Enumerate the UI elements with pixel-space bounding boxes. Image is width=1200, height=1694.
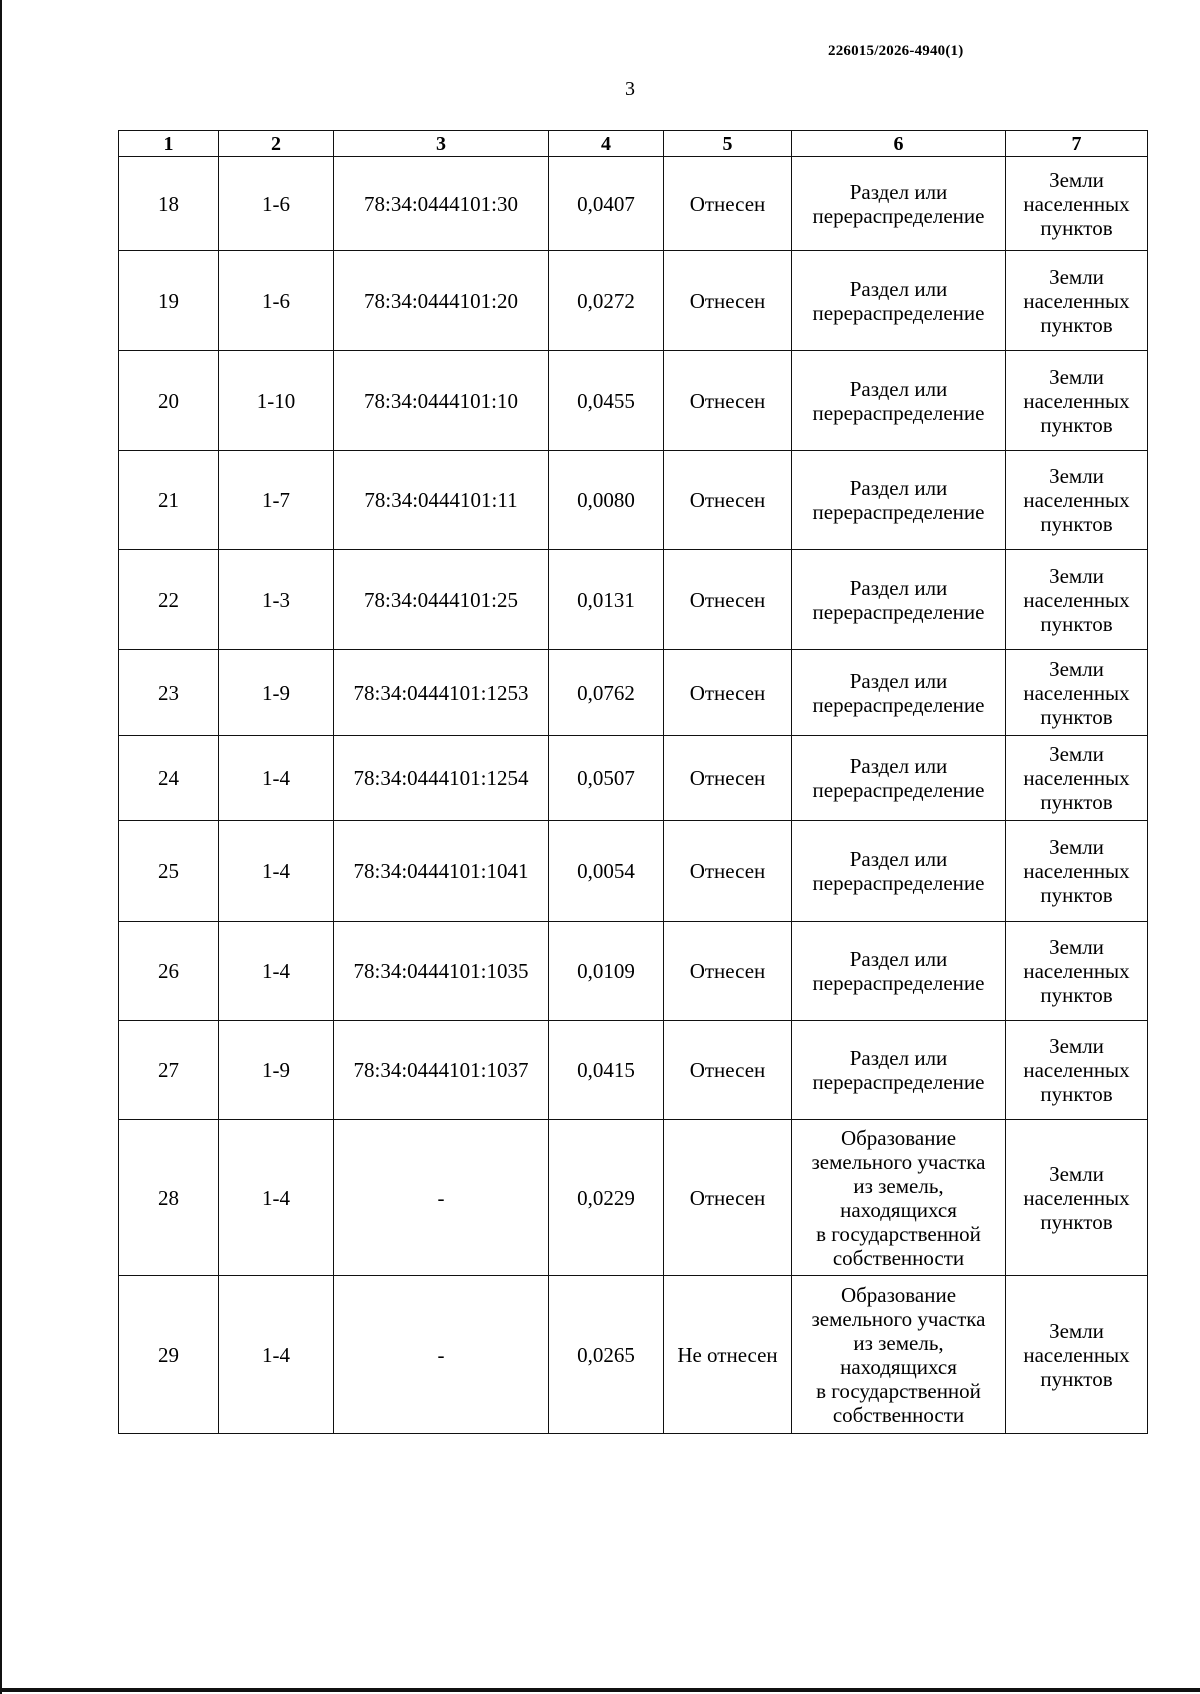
land-category-cell: Земли населенных пунктов <box>1006 451 1148 550</box>
cadastral-number-cell: 78:34:0444101:20 <box>334 251 549 351</box>
point-range-cell: 1-4 <box>219 1120 334 1276</box>
point-range-cell: 1-9 <box>219 1021 334 1120</box>
table-row <box>119 1021 1148 1120</box>
row-number-cell: 20 <box>119 351 219 451</box>
status-cell: Отнесен <box>664 736 792 821</box>
column-header: 7 <box>1006 131 1148 157</box>
point-range-cell: 1-9 <box>219 650 334 736</box>
table-row <box>119 351 1148 451</box>
land-category-cell: Земли населенных пунктов <box>1006 1120 1148 1276</box>
column-header: 1 <box>119 131 219 157</box>
cadastral-number-cell: 78:34:0444101:1035 <box>334 922 549 1021</box>
area-cell: 0,0054 <box>549 821 664 922</box>
land-category-cell: Земли населенных пунктов <box>1006 157 1148 251</box>
area-cell: 0,0080 <box>549 451 664 550</box>
method-cell: Раздел или перераспределение <box>792 251 1006 351</box>
row-number-cell: 24 <box>119 736 219 821</box>
point-range-cell: 1-4 <box>219 922 334 1021</box>
row-number-cell: 18 <box>119 157 219 251</box>
page-left-border <box>0 0 2 1694</box>
area-cell: 0,0415 <box>549 1021 664 1120</box>
row-number-cell: 19 <box>119 251 219 351</box>
cadastral-number-cell: 78:34:0444101:1041 <box>334 821 549 922</box>
table-row <box>119 650 1148 736</box>
land-category-cell: Земли населенных пунктов <box>1006 1021 1148 1120</box>
table-header-row <box>119 131 1148 157</box>
cadastral-number-cell: - <box>334 1120 549 1276</box>
area-cell: 0,0265 <box>549 1276 664 1434</box>
point-range-cell: 1-6 <box>219 157 334 251</box>
area-cell: 0,0109 <box>549 922 664 1021</box>
row-number-cell: 26 <box>119 922 219 1021</box>
land-plots-table <box>118 130 1148 1434</box>
land-category-cell: Земли населенных пунктов <box>1006 736 1148 821</box>
status-cell: Отнесен <box>664 821 792 922</box>
land-category-cell: Земли населенных пунктов <box>1006 1276 1148 1434</box>
area-cell: 0,0131 <box>549 550 664 650</box>
table-row <box>119 1120 1148 1276</box>
table-row <box>119 451 1148 550</box>
status-cell: Отнесен <box>664 550 792 650</box>
status-cell: Не отнесен <box>664 1276 792 1434</box>
point-range-cell: 1-4 <box>219 736 334 821</box>
area-cell: 0,0229 <box>549 1120 664 1276</box>
point-range-cell: 1-6 <box>219 251 334 351</box>
point-range-cell: 1-3 <box>219 550 334 650</box>
status-cell: Отнесен <box>664 251 792 351</box>
area-cell: 0,0507 <box>549 736 664 821</box>
status-cell: Отнесен <box>664 351 792 451</box>
method-cell: Раздел или перераспределение <box>792 650 1006 736</box>
method-cell: Раздел или перераспределение <box>792 451 1006 550</box>
method-cell: Раздел или перераспределение <box>792 1021 1006 1120</box>
table-row <box>119 157 1148 251</box>
point-range-cell: 1-4 <box>219 821 334 922</box>
method-cell: Образование земельного участка из земель, находящихся в государственной собственности <box>792 1120 1006 1276</box>
status-cell: Отнесен <box>664 650 792 736</box>
point-range-cell: 1-7 <box>219 451 334 550</box>
row-number-cell: 29 <box>119 1276 219 1434</box>
method-cell: Раздел или перераспределение <box>792 550 1006 650</box>
cadastral-number-cell: 78:34:0444101:1254 <box>334 736 549 821</box>
land-category-cell: Земли населенных пунктов <box>1006 922 1148 1021</box>
column-header: 3 <box>334 131 549 157</box>
cadastral-number-cell: 78:34:0444101:1253 <box>334 650 549 736</box>
column-header: 2 <box>219 131 334 157</box>
table-row <box>119 251 1148 351</box>
land-category-cell: Земли населенных пунктов <box>1006 251 1148 351</box>
land-category-cell: Земли населенных пунктов <box>1006 821 1148 922</box>
row-number-cell: 28 <box>119 1120 219 1276</box>
method-cell: Раздел или перераспределение <box>792 821 1006 922</box>
cadastral-number-cell: 78:34:0444101:1037 <box>334 1021 549 1120</box>
area-cell: 0,0762 <box>549 650 664 736</box>
area-cell: 0,0455 <box>549 351 664 451</box>
cadastral-number-cell: 78:34:0444101:30 <box>334 157 549 251</box>
row-number-cell: 25 <box>119 821 219 922</box>
method-cell: Раздел или перераспределение <box>792 736 1006 821</box>
cadastral-number-cell: 78:34:0444101:10 <box>334 351 549 451</box>
method-cell: Раздел или перераспределение <box>792 351 1006 451</box>
cadastral-number-cell: 78:34:0444101:11 <box>334 451 549 550</box>
row-number-cell: 23 <box>119 650 219 736</box>
column-header: 6 <box>792 131 1006 157</box>
column-header: 5 <box>664 131 792 157</box>
method-cell: Раздел или перераспределение <box>792 922 1006 1021</box>
land-category-cell: Земли населенных пунктов <box>1006 351 1148 451</box>
table-row <box>119 736 1148 821</box>
point-range-cell: 1-4 <box>219 1276 334 1434</box>
cadastral-number-cell: 78:34:0444101:25 <box>334 550 549 650</box>
table-row <box>119 1276 1148 1434</box>
row-number-cell: 21 <box>119 451 219 550</box>
row-number-cell: 27 <box>119 1021 219 1120</box>
land-category-cell: Земли населенных пунктов <box>1006 650 1148 736</box>
status-cell: Отнесен <box>664 1021 792 1120</box>
row-number-cell: 22 <box>119 550 219 650</box>
status-cell: Отнесен <box>664 451 792 550</box>
status-cell: Отнесен <box>664 1120 792 1276</box>
method-cell: Образование земельного участка из земель, находящихся в государственной собственности <box>792 1276 1006 1434</box>
document-number: 226015/2026-4940(1) <box>828 43 964 59</box>
table-row <box>119 922 1148 1021</box>
area-cell: 0,0272 <box>549 251 664 351</box>
table-container <box>118 130 1147 1434</box>
point-range-cell: 1-10 <box>219 351 334 451</box>
column-header: 4 <box>549 131 664 157</box>
land-category-cell: Земли населенных пунктов <box>1006 550 1148 650</box>
area-cell: 0,0407 <box>549 157 664 251</box>
page-bottom-border <box>0 1688 1200 1692</box>
status-cell: Отнесен <box>664 157 792 251</box>
table-row <box>119 550 1148 650</box>
page-number: 3 <box>625 78 635 100</box>
method-cell: Раздел или перераспределение <box>792 157 1006 251</box>
status-cell: Отнесен <box>664 922 792 1021</box>
table-row <box>119 821 1148 922</box>
cadastral-number-cell: - <box>334 1276 549 1434</box>
